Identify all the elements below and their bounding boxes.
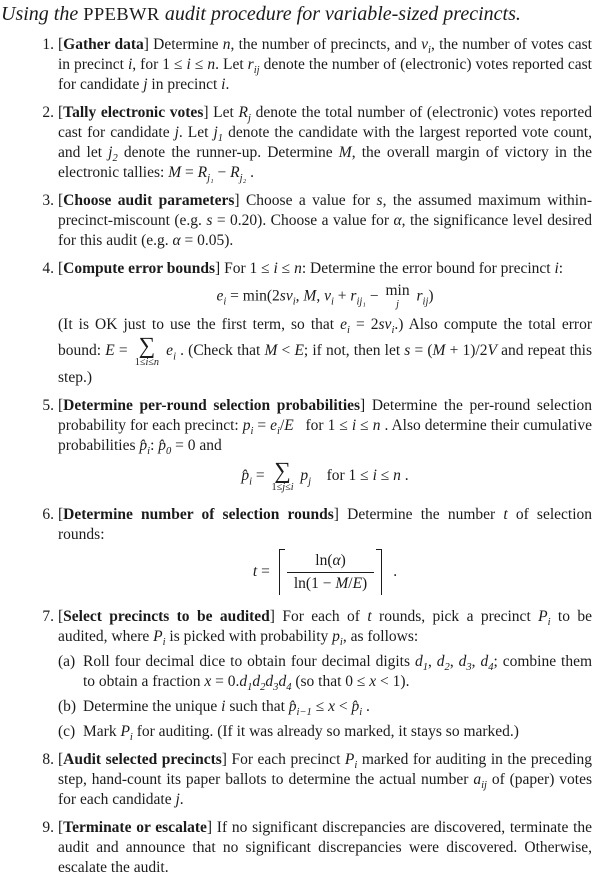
substep-c-text: Mark $P_i$ for auditing. (If it was already so marked, it stays so marked.) [83, 723, 519, 744]
formula-period: . [393, 563, 398, 581]
fraction [287, 551, 374, 594]
step-4-outro: (It is OK just to use the first term, so that $e_i = 2sv_i$.) Also compute the total error bound: E = ∑ 1≤i≤n $e_i$ . (Check that M < E; if not, then let s = (M + 1)/2V and repeat this step.) [58, 315, 593, 386]
step-7-intro: [Select precincts to be audited] For each of t rounds, pick a precinct $P_i$ to be audited, where $P_i$ is picked with probability $p_i$, as follows: [58, 608, 593, 649]
step-number: 9. [42, 819, 54, 837]
substep-label: (a) [58, 653, 76, 671]
substep-b [58, 697, 592, 717]
step-number: 3. [42, 192, 54, 209]
step-1 [0, 35, 608, 95]
formula-cumulative-probability: $p̂_i$ = ∑ 1≤j≤i $p_j$ for 1 ≤ i ≤ n . [241, 457, 409, 493]
substep-b-text: Determine the unique i such that $p̂_{i-1} \le x$ < $p̂_i$ . [83, 698, 370, 719]
fraction-numerator: ln(α) [315, 551, 346, 569]
step-2 [0, 103, 608, 183]
step-number: 6. [42, 506, 54, 524]
step-8 [0, 750, 608, 810]
step-number: 7. [42, 608, 54, 626]
step-3-text: [Choose audit parameters] Choose a value for s, the assumed maximum within-precinct-miscount (e.g. s = 0.20). Choose a value for α, the significance level desired for this audit (e.g. α = 0.05). [58, 192, 593, 249]
step-5-intro: [Determine per-round selection probabilities] Determine the per-round selection probability for each precinct: $p_i = e_i/E$ for 1 ≤ i ≤ n . Also determine their cumulative probabilities $p̂_i$: $p̂_0 = 0$ and [58, 396, 592, 457]
step-6-intro: [Determine number of selection rounds] Determine the number t of selection rounds: [58, 506, 592, 544]
step-2-text: [Tally electronic votes] Let $R_j$ denote the total number of (electronic) votes reported cast for candidate j. Let $j_1$ denote the candidate with the largest reported vote count, and let $j_2$ denote the runner-up. Determine M, the overall margin of victory in the electronic tallies: $M = R_{j_1} - R_{j_2}$ . [58, 104, 592, 185]
step-number: 5. [42, 396, 54, 414]
step-8-text: [Audit selected precincts] For each precinct $P_i$ marked for auditing in the preceding step, hand-count its paper ballots to determine the actual number $a_{ij}$ of (paper) votes for each candidate j. [58, 751, 593, 809]
fraction-denominator: ln(1 − M/E) [287, 572, 374, 594]
substep-label: (b) [58, 698, 77, 716]
substep-label: (c) [58, 723, 76, 741]
document-title: Using the PPEBWR audit procedure for variable-sized precincts. [1, 3, 521, 25]
formula-selection-rounds [58, 549, 592, 595]
substep-c [58, 722, 592, 742]
substep-a-text: Roll four decimal dice to obtain four decimal digits $d_1$, $d_2$, $d_3$, $d_4$; combine them to obtain a fraction $x = 0.d_1d_2d_3d_4$ (so that 0 ≤ x < 1). [83, 653, 593, 694]
step-9 [0, 818, 608, 878]
formula-error-bound: $e_i = \min(2sv_i$, M, $v_i + r_{ij_1}$ − min j $r_{ij}$) [216, 282, 434, 311]
step-5 [0, 396, 608, 497]
right-ceiling-bracket [376, 549, 382, 595]
step-number: 1. [42, 36, 54, 53]
step-number: 8. [42, 751, 54, 769]
step-6 [0, 505, 608, 599]
step-1-text: [Gather data] Determine n, the number of precincts, and $v_i$, the number of votes cast in precinct i, for 1 ≤ i ≤ n. Let $r_{ij}$ denote the number of (electronic) votes reported cast for candidate j in precinct i. [58, 36, 592, 93]
formula-lhs: t = [252, 563, 270, 581]
step-7 [0, 607, 608, 742]
substep-a [58, 652, 592, 692]
step-4 [0, 259, 608, 388]
left-ceiling-bracket [279, 549, 285, 595]
step-4-intro: [Compute error bounds] For 1 ≤ i ≤ n: Determine the error bound for precinct i: [58, 260, 564, 277]
step-9-text: [Terminate or escalate] If no significant discrepancies are discovered, terminate the audit and announce that no significant discrepancies were discovered. Otherwise, escalate the audit. [58, 819, 593, 877]
step-3 [0, 191, 608, 251]
step-number: 2. [42, 104, 54, 121]
step-number: 4. [42, 260, 54, 277]
